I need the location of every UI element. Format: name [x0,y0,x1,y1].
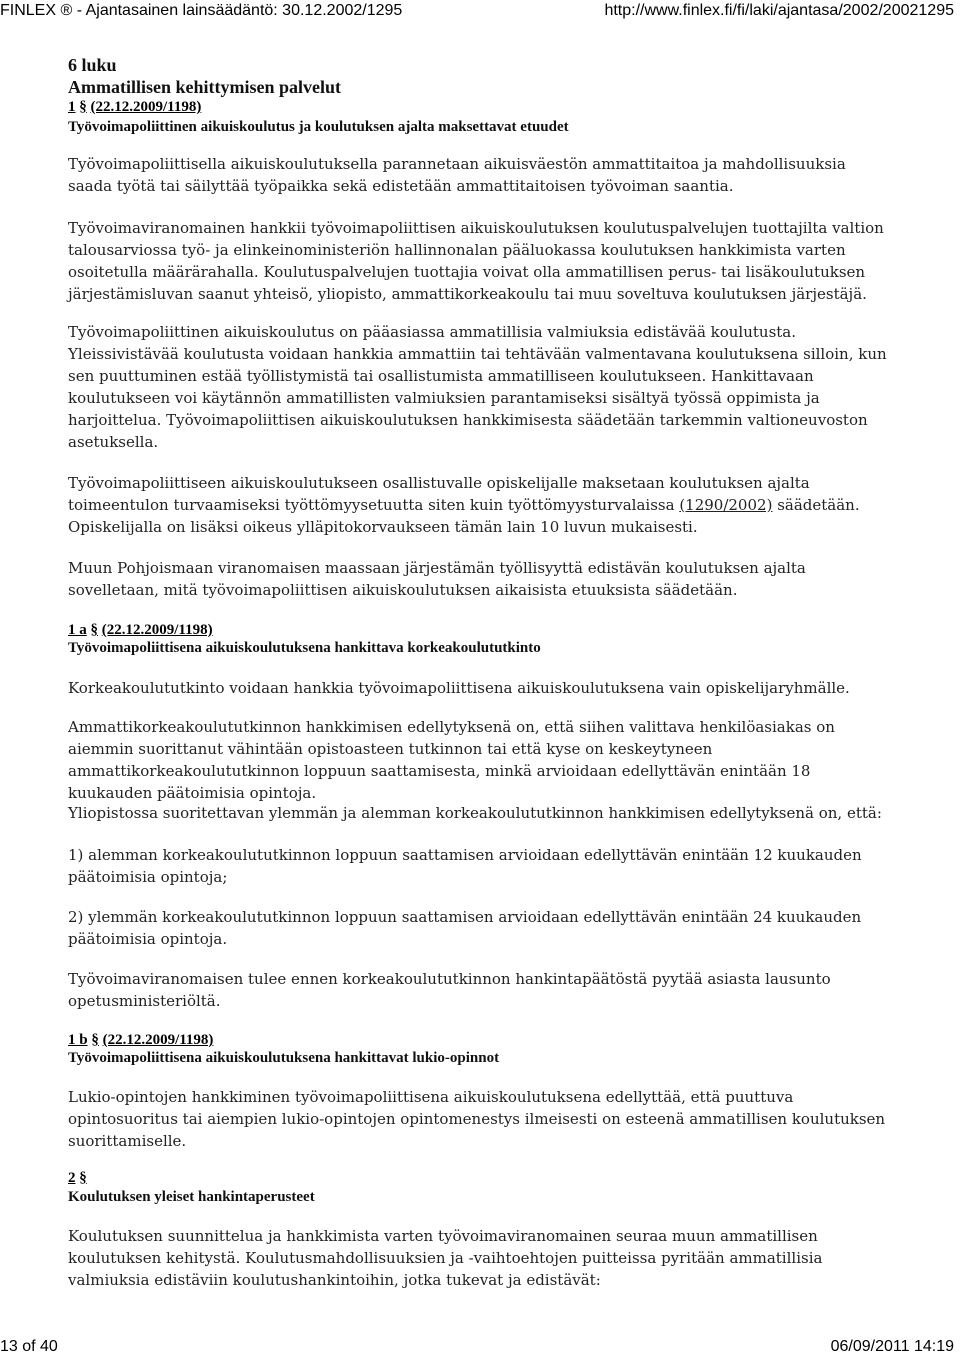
paragraph: Yliopistossa suoritettavan ylemmän ja alemman korkeakoulututkinnon hankkimisen edellytyksenä on, että: [68,804,882,822]
section-1b-amendment-link[interactable]: (22.12.2009/1198) [102,1032,214,1048]
paragraph: Muun Pohjoismaan viranomaisen maassaan järjestämän työllisyyttä edistävän koulutuksen ajalta sovelletaan, mitä työvoimapoliittisen aikuiskoulutuksen aikaisista etuuksista säädetään. [68,559,806,599]
section-symbol[interactable]: § [79,1170,87,1186]
paragraph: Työvoimapoliittisella aikuiskoulutuksella parannetaan aikuisväestön ammattitaitoa ja mahdollisuuksia saada työtä tai säilyttää työpaikka sekä edistetään ammattitaitoisen työvoiman saantia. [68,155,846,195]
section-symbol[interactable]: § [90,622,98,638]
section-1b-heading [68,1030,213,1050]
section-1b-title: Työvoimapoliittisena aikuiskoulutuksena hankittavat lukio-opinnot [68,1050,500,1066]
paragraph-text: säädetään. Opiskelijalla on lisäksi oikeus ylläpitokorvaukseen tämän lain 10 luvun mukaisesti. [68,496,860,536]
section-1-amendment-link[interactable]: (22.12.2009/1198) [90,99,202,115]
section-1-title: Työvoimapoliittinen aikuiskoulutus ja koulutuksen ajalta maksettavat etuudet [68,119,569,135]
section-1a-title: Työvoimapoliittisena aikuiskoulutuksena hankittava korkeakoulututkinto [68,640,541,656]
paragraph: Ammattikorkeakoulututkinnon hankkimisen edellytyksenä on, että siihen valittava henkilöasiakas on aiemmin suorittanut vähintään opistoasteen tutkinnon tai että kyse on keskeytyneen ammattikorkeakoulututkinnon loppuun saattamisesta, minkä arvioidaan edellyttävän enintään 18 kuukauden päätoimisia opintoja. [68,718,835,802]
paragraph [68,472,888,538]
section-symbol[interactable]: § [91,1032,99,1048]
section-2-title: Koulutuksen yleiset hankintaperusteet [68,1189,315,1205]
section-1a-link[interactable]: 1 a [68,622,87,638]
law-reference-link[interactable]: (1290/2002) [679,496,773,514]
paragraph: Työvoimapoliittinen aikuiskoulutus on pääasiassa ammatillisia valmiuksia edistävää koulutusta. Yleissivistävää koulutusta voidaan hankkia ammattiin tai tehtävään valmentavana koulutuksena silloin, kun sen puuttuminen estää työllistymistä tai osallistumista ammatilliseen koulutukseen. Hankittavaan koulutukseen voi käytännön ammatillisten valmiuksien parantamiseksi sisältyä työssä oppimista ja harjoittelua. Työvoimapoliittisen aikuiskoulutuksen hankkimisesta säädetään tarkemmin valtioneuvoston asetuksella. [68,323,887,451]
section-1-link[interactable]: 1 [68,99,76,115]
paragraph: Korkeakoulututkinto voidaan hankkia työvoimapoliittisena aikuiskoulutuksena vain opiskelijaryhmälle. [68,679,850,697]
section-1a-heading [68,620,213,640]
section-1-heading [68,97,201,117]
paragraph: Lukio-opintojen hankkiminen työvoimapoliittisena aikuiskoulutuksena edellyttää, että puuttuva opintosuoritus tai aiempien lukio-opintojen opintomenestys ilmeisesti on esteenä ammatillisen koulutuksen suorittamiselle. [68,1088,886,1150]
section-2-heading [68,1168,87,1188]
chapter-number: 6 luku [68,55,117,75]
section-symbol[interactable]: § [79,99,87,115]
print-timestamp: 06/09/2011 14:19 [830,1338,954,1355]
paragraph: Työvoimaviranomaisen tulee ennen korkeakoulututkinnon hankintapäätöstä pyytää asiasta lausunto opetusministeriöltä. [68,970,831,1010]
print-header-title: FINLEX ® - Ajantasainen lainsäädäntö: 30.12.2002/1295 [0,2,403,19]
page-counter: 13 of 40 [0,1338,58,1355]
list-item: 2) ylemmän korkeakoulututkinnon loppuun saattamisen arvioidaan edellyttävän enintään 24 kuukauden päätoimisia opintoja. [68,908,862,948]
section-1a-amendment-link[interactable]: (22.12.2009/1198) [101,622,213,638]
paragraph-text: Työvoimapoliittiseen aikuiskoulutukseen osallistuvalle opiskelijalle maksetaan koulutuksen ajalta toimeentulon turvaamiseksi työttömyysetuutta siten kuin työttömyysturvalaissa [68,474,810,514]
print-header-url: http://www.finlex.fi/fi/laki/ajantasa/2002/20021295 [604,2,954,19]
section-2-link[interactable]: 2 [68,1170,76,1186]
paragraph: Koulutuksen suunnittelua ja hankkimista varten työvoimaviranomainen seuraa muun ammatillisen koulutuksen kehitystä. Koulutusmahdollisuuksien ja -vaihtoehtojen puitteissa pyritään ammatillisia valmiuksia edistäviin koulutushankintoihin, jotka tukevat ja edistävät: [68,1227,823,1289]
paragraph: Työvoimaviranomainen hankkii työvoimapoliittisen aikuiskoulutuksen koulutuspalvelujen tuottajilta valtion talousarviossa työ- ja elinkeinoministeriön hallinnonalan pääluokassa koulutuksen hankkimista varten osoitetulla määrärahalla. Koulutuspalvelujen tuottajia voivat olla ammatillisen perus- tai lisäkoulutuksen järjestämisluvan saanut yhteisö, yliopisto, ammattikorkeakoulu tai muu soveltuva koulutuksen järjestäjä. [68,219,884,303]
list-item: 1) alemman korkeakoulututkinnon loppuun saattamisen arvioidaan edellyttävän enintään 12 kuukauden päätoimisia opintoja; [68,846,862,886]
section-1b-link[interactable]: 1 b [68,1032,88,1048]
chapter-title: Ammatillisen kehittymisen palvelut [68,77,341,97]
